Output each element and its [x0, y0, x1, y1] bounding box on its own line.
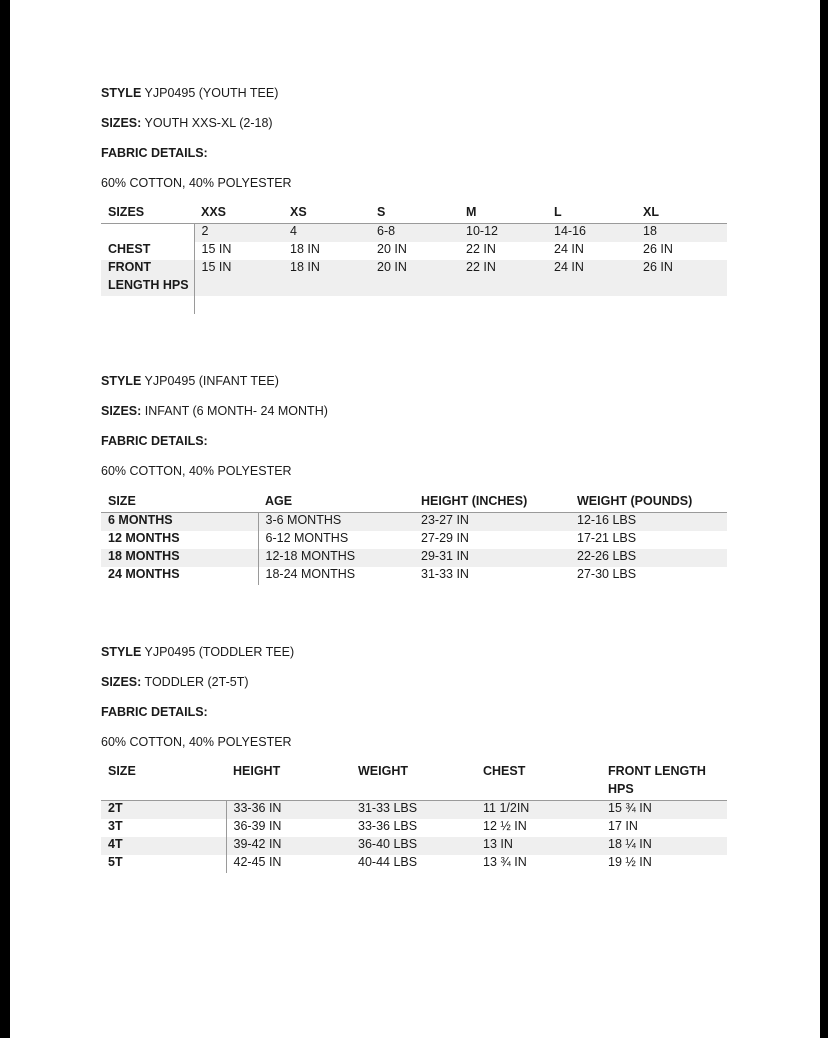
youth-chest-cell: 15 IN: [194, 242, 283, 260]
toddler-sizes-line: [101, 675, 249, 689]
infant-size-cell: 12 MONTHS: [108, 531, 180, 545]
youth-chest-cell: 24 IN: [554, 242, 584, 256]
youth-style-line: [101, 86, 278, 100]
infant-fabric-label: FABRIC DETAILS:: [101, 434, 208, 448]
toddler-weight-cell: 36-40 LBS: [351, 837, 476, 855]
toddler-front-length-cell: 17 IN: [608, 819, 638, 833]
infant-style-value: YJP0495 (INFANT TEE): [144, 374, 279, 388]
youth-front-cell: 20 IN: [370, 260, 459, 278]
youth-front-label: FRONT: [101, 260, 194, 278]
toddler-header-cell: WEIGHT: [358, 764, 408, 778]
toddler-front-length-cell: 18 ¼ IN: [601, 837, 727, 855]
infant-size-table: [101, 494, 727, 585]
youth-header-cell: XS: [290, 205, 307, 219]
toddler-chest-cell: 12 ½ IN: [483, 819, 527, 833]
youth-size-number-cell: 18: [636, 224, 727, 243]
infant-age-cell: 6-12 MONTHS: [258, 531, 414, 549]
toddler-header-cell-continued: HPS: [601, 782, 727, 801]
infant-header-row: [101, 494, 727, 513]
toddler-size-cell: 4T: [101, 837, 226, 855]
toddler-sizes-value: TODDLER (2T-5T): [144, 675, 249, 689]
infant-height-cell: 27-29 IN: [421, 531, 469, 545]
youth-sizes-value: YOUTH XXS-XL (2-18): [144, 116, 273, 130]
infant-size-cell: 24 MONTHS: [108, 567, 180, 581]
youth-chest-cell: 20 IN: [377, 242, 407, 256]
youth-front-length-row: [101, 260, 727, 278]
youth-size-number-row: [101, 224, 727, 243]
infant-height-cell: 29-31 IN: [414, 549, 570, 567]
toddler-height-cell: 42-45 IN: [226, 855, 351, 873]
youth-spacer-row: [101, 296, 727, 314]
toddler-header-cell: CHEST: [483, 764, 526, 778]
table-row: [101, 819, 727, 837]
infant-fabric-line: [101, 434, 208, 448]
toddler-size-table: [101, 764, 727, 873]
table-row: [101, 513, 727, 532]
infant-height-cell: 31-33 IN: [421, 567, 469, 581]
youth-front-label-continued: LENGTH HPS: [101, 278, 194, 296]
youth-front-cell: 24 IN: [547, 260, 636, 278]
youth-size-number-cell: 4: [283, 224, 370, 243]
toddler-weight-cell: 33-36 LBS: [358, 819, 418, 833]
youth-chest-cell: 22 IN: [466, 242, 496, 256]
youth-style-value: YJP0495 (YOUTH TEE): [144, 86, 279, 100]
youth-header-cell: XL: [643, 205, 659, 219]
youth-fabric-line: [101, 146, 208, 160]
youth-front-cell: 26 IN: [636, 260, 727, 278]
toddler-size-cell: 3T: [108, 819, 123, 833]
infant-header-cell: AGE: [258, 494, 414, 513]
infant-age-cell: 3-6 MONTHS: [258, 513, 414, 532]
infant-sizes-line: [101, 404, 328, 418]
infant-weight-cell: 12-16 LBS: [570, 513, 727, 532]
table-row: [101, 567, 727, 585]
table-row: [101, 837, 727, 855]
infant-fabric-value: 60% COTTON, 40% POLYESTER: [101, 464, 292, 478]
infant-weight-cell: 17-21 LBS: [577, 531, 637, 545]
toddler-style-value: YJP0495 (TODDLER TEE): [144, 645, 295, 659]
youth-size-number-cell: 6-8: [370, 224, 459, 243]
infant-weight-cell: 22-26 LBS: [570, 549, 727, 567]
youth-size-number-cell: 14-16: [547, 224, 636, 243]
youth-size-number-cell: 2: [194, 224, 283, 243]
youth-size-number-cell: 10-12: [459, 224, 547, 243]
toddler-front-length-cell: 19 ½ IN: [608, 855, 652, 869]
youth-header-cell: S: [377, 205, 386, 219]
youth-front-length-row-continued: [101, 278, 727, 296]
youth-chest-row: [101, 242, 727, 260]
youth-sizes-line: [101, 116, 273, 130]
youth-style-label: STYLE: [101, 86, 142, 100]
toddler-front-length-cell: 15 ¾ IN: [601, 801, 727, 820]
youth-corner-cell: SIZES: [108, 205, 145, 219]
youth-chest-label: CHEST: [108, 242, 151, 256]
toddler-weight-cell: 40-44 LBS: [358, 855, 418, 869]
infant-sizes-value: INFANT (6 MONTH- 24 MONTH): [144, 404, 328, 418]
toddler-height-cell: 33-36 IN: [226, 801, 351, 820]
toddler-height-cell: 36-39 IN: [226, 819, 351, 837]
youth-front-cell: 22 IN: [459, 260, 547, 278]
toddler-style-line: [101, 645, 294, 659]
toddler-header-row-continued: [101, 782, 727, 801]
toddler-fabric-value: 60% COTTON, 40% POLYESTER: [101, 735, 292, 749]
youth-chest-cell: 26 IN: [643, 242, 673, 256]
youth-front-cell: 18 IN: [283, 260, 370, 278]
infant-weight-cell: 27-30 LBS: [577, 567, 637, 581]
toddler-sizes-label: SIZES:: [101, 675, 142, 689]
table-row: [101, 549, 727, 567]
table-row: [101, 855, 727, 873]
youth-header-cell: L: [554, 205, 562, 219]
toddler-fabric-line: [101, 705, 208, 719]
toddler-chest-cell: 13 ¾ IN: [483, 855, 527, 869]
infant-height-cell: 23-27 IN: [414, 513, 570, 532]
document-page: [10, 0, 820, 1038]
infant-size-cell: 6 MONTHS: [101, 513, 258, 532]
toddler-size-cell: 5T: [108, 855, 123, 869]
infant-sizes-label: SIZES:: [101, 404, 142, 418]
youth-sizes-label: SIZES:: [101, 116, 142, 130]
youth-size-table: [101, 205, 727, 314]
toddler-weight-cell: 31-33 LBS: [351, 801, 476, 820]
youth-header-row: [101, 205, 727, 224]
toddler-header-row: [101, 764, 727, 782]
toddler-header-cell: HEIGHT: [233, 764, 281, 778]
youth-front-cell: 15 IN: [194, 260, 283, 278]
youth-chest-cell: 18 IN: [290, 242, 320, 256]
toddler-fabric-label: FABRIC DETAILS:: [101, 705, 208, 719]
youth-fabric-label: FABRIC DETAILS:: [101, 146, 208, 160]
infant-style-line: [101, 374, 279, 388]
table-row: [101, 531, 727, 549]
toddler-size-cell: 2T: [101, 801, 226, 820]
youth-header-cell: M: [466, 205, 477, 219]
infant-age-cell: 12-18 MONTHS: [258, 549, 414, 567]
infant-age-cell: 18-24 MONTHS: [258, 567, 414, 585]
infant-header-cell: WEIGHT (POUNDS): [570, 494, 727, 513]
toddler-style-label: STYLE: [101, 645, 142, 659]
infant-size-cell: 18 MONTHS: [101, 549, 258, 567]
youth-header-cell: XXS: [201, 205, 227, 219]
toddler-chest-cell: 11 1/2IN: [476, 801, 601, 820]
toddler-header-cell: FRONT LENGTH: [608, 764, 706, 778]
table-row: [101, 801, 727, 820]
toddler-height-cell: 39-42 IN: [226, 837, 351, 855]
infant-header-cell: HEIGHT (INCHES): [414, 494, 570, 513]
toddler-chest-cell: 13 IN: [476, 837, 601, 855]
infant-style-label: STYLE: [101, 374, 142, 388]
infant-header-cell: SIZE: [101, 494, 258, 513]
youth-fabric-value: 60% COTTON, 40% POLYESTER: [101, 176, 292, 190]
toddler-header-cell: SIZE: [108, 764, 136, 778]
